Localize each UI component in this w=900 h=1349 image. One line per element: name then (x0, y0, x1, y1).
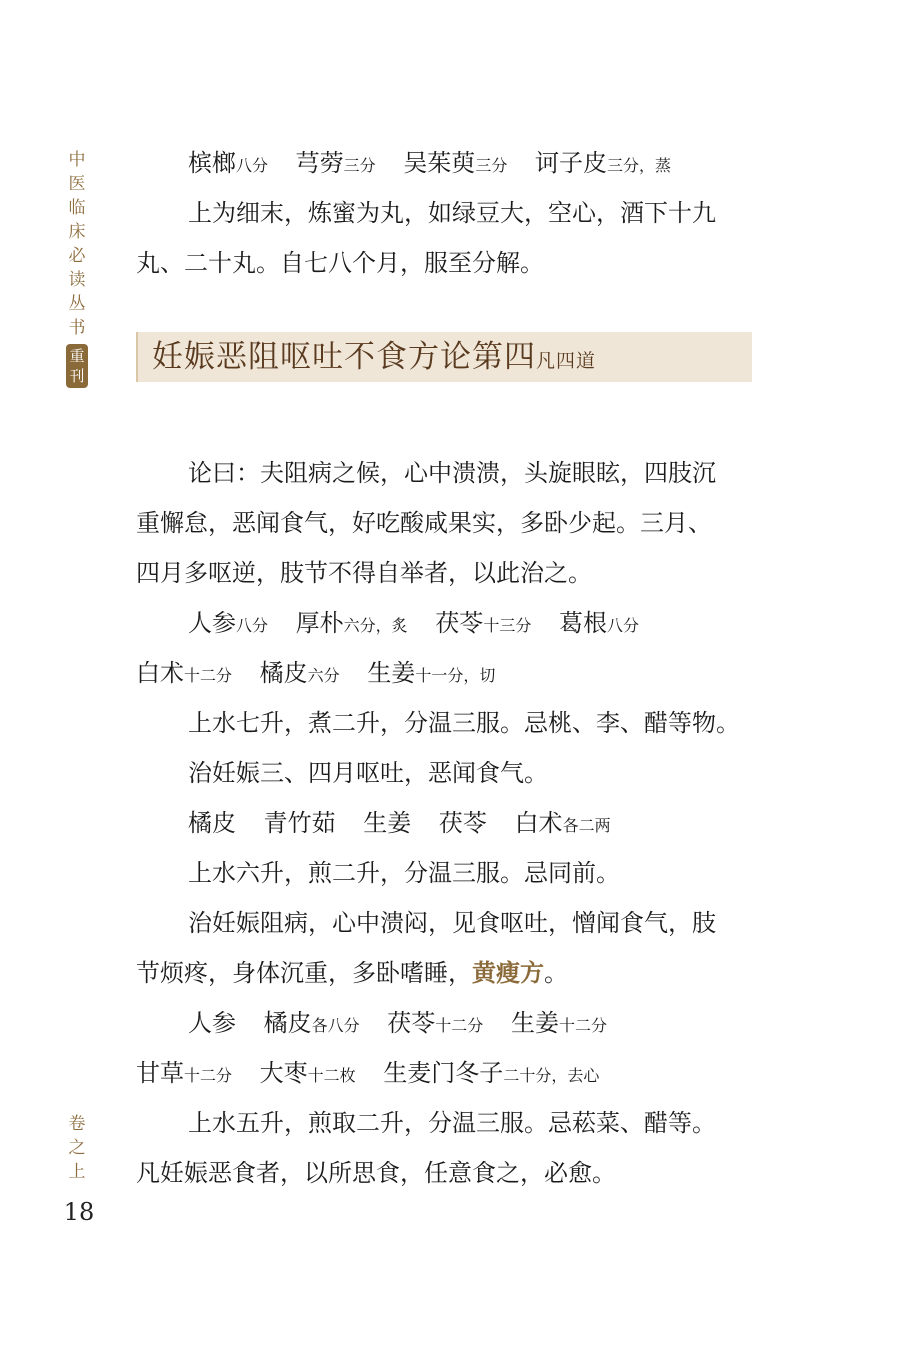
herb-line (136, 648, 756, 698)
herb-name: 葛根 (558, 609, 607, 637)
herb-name: 厚朴 (295, 609, 344, 637)
herb-name: 橘皮 (259, 659, 308, 687)
text-segment: 。 (544, 959, 568, 987)
text-line: 论曰：夫阻病之候，心中溃溃，头旋眼眩，四肢沉 (188, 459, 716, 487)
herb-name: 白术 (514, 809, 563, 837)
herb-name: 茯苓 (435, 609, 484, 637)
herb-line (136, 598, 756, 648)
herb-name: 人参 (188, 609, 236, 637)
herb-dose: 十二枚 (307, 1066, 356, 1085)
herb-dose: 六分 (307, 666, 340, 685)
page-number: 18 (63, 1198, 95, 1226)
series-title-char: 床 (68, 222, 86, 242)
series-title-char: 临 (68, 198, 86, 218)
herb-line (136, 1048, 756, 1098)
herb-dose: 八分 (236, 616, 269, 635)
herb-dose: 十二分 (558, 1016, 607, 1035)
herb-name: 橘皮 (188, 809, 236, 837)
herb-dose: 各八分 (311, 1016, 360, 1035)
text-line: 上水五升，煎取二升，分温三服。忌菘菜、醋等。 (188, 1109, 716, 1137)
herb-line (136, 798, 756, 848)
text-line: 丸、二十丸。自七八个月，服至分解。 (136, 249, 544, 277)
section-heading (136, 332, 752, 382)
herb-dose: 各二两 (562, 816, 611, 835)
herb-dose: 三分，蒸 (606, 156, 671, 175)
herb-dose: 十二分 (184, 666, 233, 685)
volume-char: 卷 (68, 1114, 86, 1134)
herb-name: 人参 (188, 1009, 236, 1037)
herb-name: 诃子皮 (534, 149, 607, 177)
text-line: 上水六升，煎二升，分温三服。忌同前。 (188, 859, 620, 887)
series-title-char: 中 (68, 150, 86, 170)
text-line: 上水七升，煮二升，分温三服。忌桃、李、醋等物。 (188, 709, 740, 737)
herb-dose: 三分 (475, 156, 508, 175)
volume-char: 之 (68, 1138, 86, 1158)
herb-name: 白术 (136, 659, 184, 687)
text-line: 重懈怠，恶闻食气，好吃酸咸果实，多卧少起。三月、 (136, 509, 712, 537)
herb-name: 生姜 (367, 659, 416, 687)
volume-char: 上 (68, 1162, 86, 1182)
text-line: 上为细末，炼蜜为丸，如绿豆大，空心，酒下十九 (188, 199, 716, 227)
herb-line (136, 998, 756, 1048)
herb-name: 甘草 (136, 1059, 184, 1087)
text-line: 治妊娠阻病，心中溃闷，见食呕吐，憎闻食气，肢 (188, 909, 716, 937)
text-segment: 节烦疼，身体沉重，多卧嗜睡， (136, 959, 472, 987)
herb-name: 吴茱萸 (403, 149, 476, 177)
herb-name: 芎䓖 (295, 149, 344, 177)
text-line: 凡妊娠恶食者，以所思食，任意食之，必愈。 (136, 1159, 616, 1187)
herb-dose: 十三分 (483, 616, 532, 635)
herb-line (136, 138, 756, 188)
herb-dose: 三分 (343, 156, 376, 175)
section-subtitle: 凡四道 (536, 350, 597, 372)
herb-name: 青竹茹 (263, 809, 336, 837)
herb-dose: 八分 (236, 156, 269, 175)
herb-name: 槟榔 (188, 149, 236, 177)
page-content (136, 138, 756, 1198)
text-line (136, 948, 756, 998)
herb-dose: 八分 (606, 616, 639, 635)
herb-name: 生麦门冬子 (383, 1059, 504, 1087)
herb-name: 生姜 (363, 809, 412, 837)
series-title-char: 丛 (68, 294, 86, 314)
formula-name: 黄瘦方 (472, 958, 544, 987)
series-title-char: 必 (68, 246, 86, 266)
volume-label-vertical (66, 1112, 88, 1184)
text-line: 治妊娠三、四月呕吐，恶闻食气。 (188, 759, 548, 787)
series-title-vertical (66, 148, 88, 388)
series-title-char: 读 (68, 270, 86, 290)
herb-name: 大枣 (259, 1059, 308, 1087)
section-title: 妊娠恶阻呕吐不食方论第四 (152, 339, 536, 375)
herb-dose: 十二分 (184, 1066, 233, 1085)
herb-name: 茯苓 (438, 809, 487, 837)
herb-name: 橘皮 (263, 1009, 312, 1037)
herb-dose: 二十分，去心 (503, 1066, 600, 1085)
series-title-char: 书 (68, 318, 86, 338)
herb-dose: 六分，炙 (343, 616, 408, 635)
text-line: 四月多呕逆，肢节不得自举者，以此治之。 (136, 559, 592, 587)
herb-name: 茯苓 (387, 1009, 436, 1037)
herb-name: 生姜 (510, 1009, 559, 1037)
herb-dose: 十一分，切 (415, 666, 496, 685)
reprint-badge: 重刊 (66, 344, 88, 388)
herb-dose: 十二分 (435, 1016, 484, 1035)
series-title-char: 医 (68, 174, 86, 194)
